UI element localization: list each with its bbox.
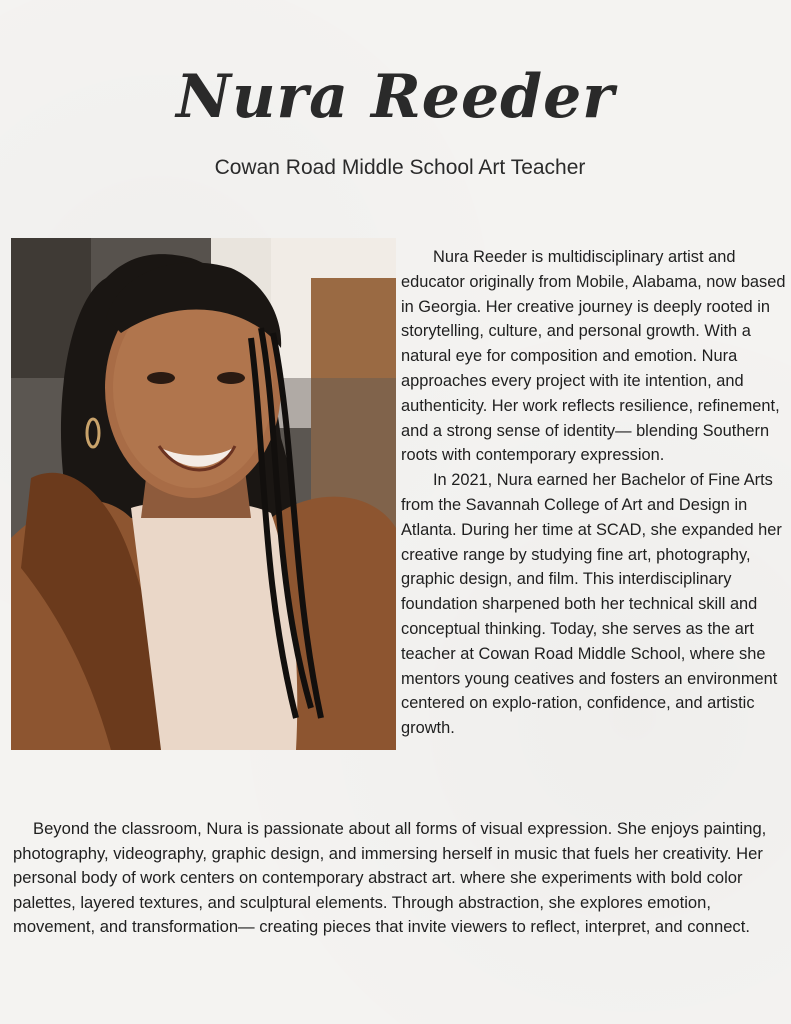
bio-paragraph-1: Nura Reeder is multidisciplinary artist and educator originally from Mobile, Alabama, now based in Georgia. Her creative journey is deeply rooted in storytelling, culture, and personal growth. With a natural eye for composition and emotion. Nura approaches every project with ite intention, and authenticity. Her work reflects resilience, refinement, and a strong sense of identity— blending Southern roots with contemporary expression. [401, 248, 786, 465]
bio-paragraph-2: In 2021, Nura earned her Bachelor of Fine Arts from the Savannah College of Art and Design in Atlanta. During her time at SCAD, she expanded her creative range by studying fine art, photography, graphic design, and film. This interdisciplinary foundation sharpened both her technical skill and conceptual thinking. Today, she serves as the art teacher at Cowan Road Middle School, where she mentors young ceatives and fosters an environment centered on explo-ration, confidence, and artistic growth. [401, 471, 782, 738]
bio-paragraph-3: Beyond the classroom, Nura is passionate about all forms of visual expression. She enjoys painting, photography, videography, graphic design, and immersing herself in music that fuels her creativity. Her personal body of work centers on contemporary abstract art. where she experiments with bold color palettes, layered textures, and sculptural elements. Through abstraction, she explores emotion, movement, and transformation— creating pieces that invite viewers to reflect, interpret, and connect. [13, 819, 767, 936]
page-title: Nura Reeder [176, 62, 615, 132]
bio-bottom [13, 817, 783, 940]
portrait-illustration [11, 238, 396, 750]
page-subtitle: Cowan Road Middle School Art Teacher [214, 156, 586, 179]
portrait-photo [11, 238, 396, 750]
bio-column [401, 245, 789, 741]
